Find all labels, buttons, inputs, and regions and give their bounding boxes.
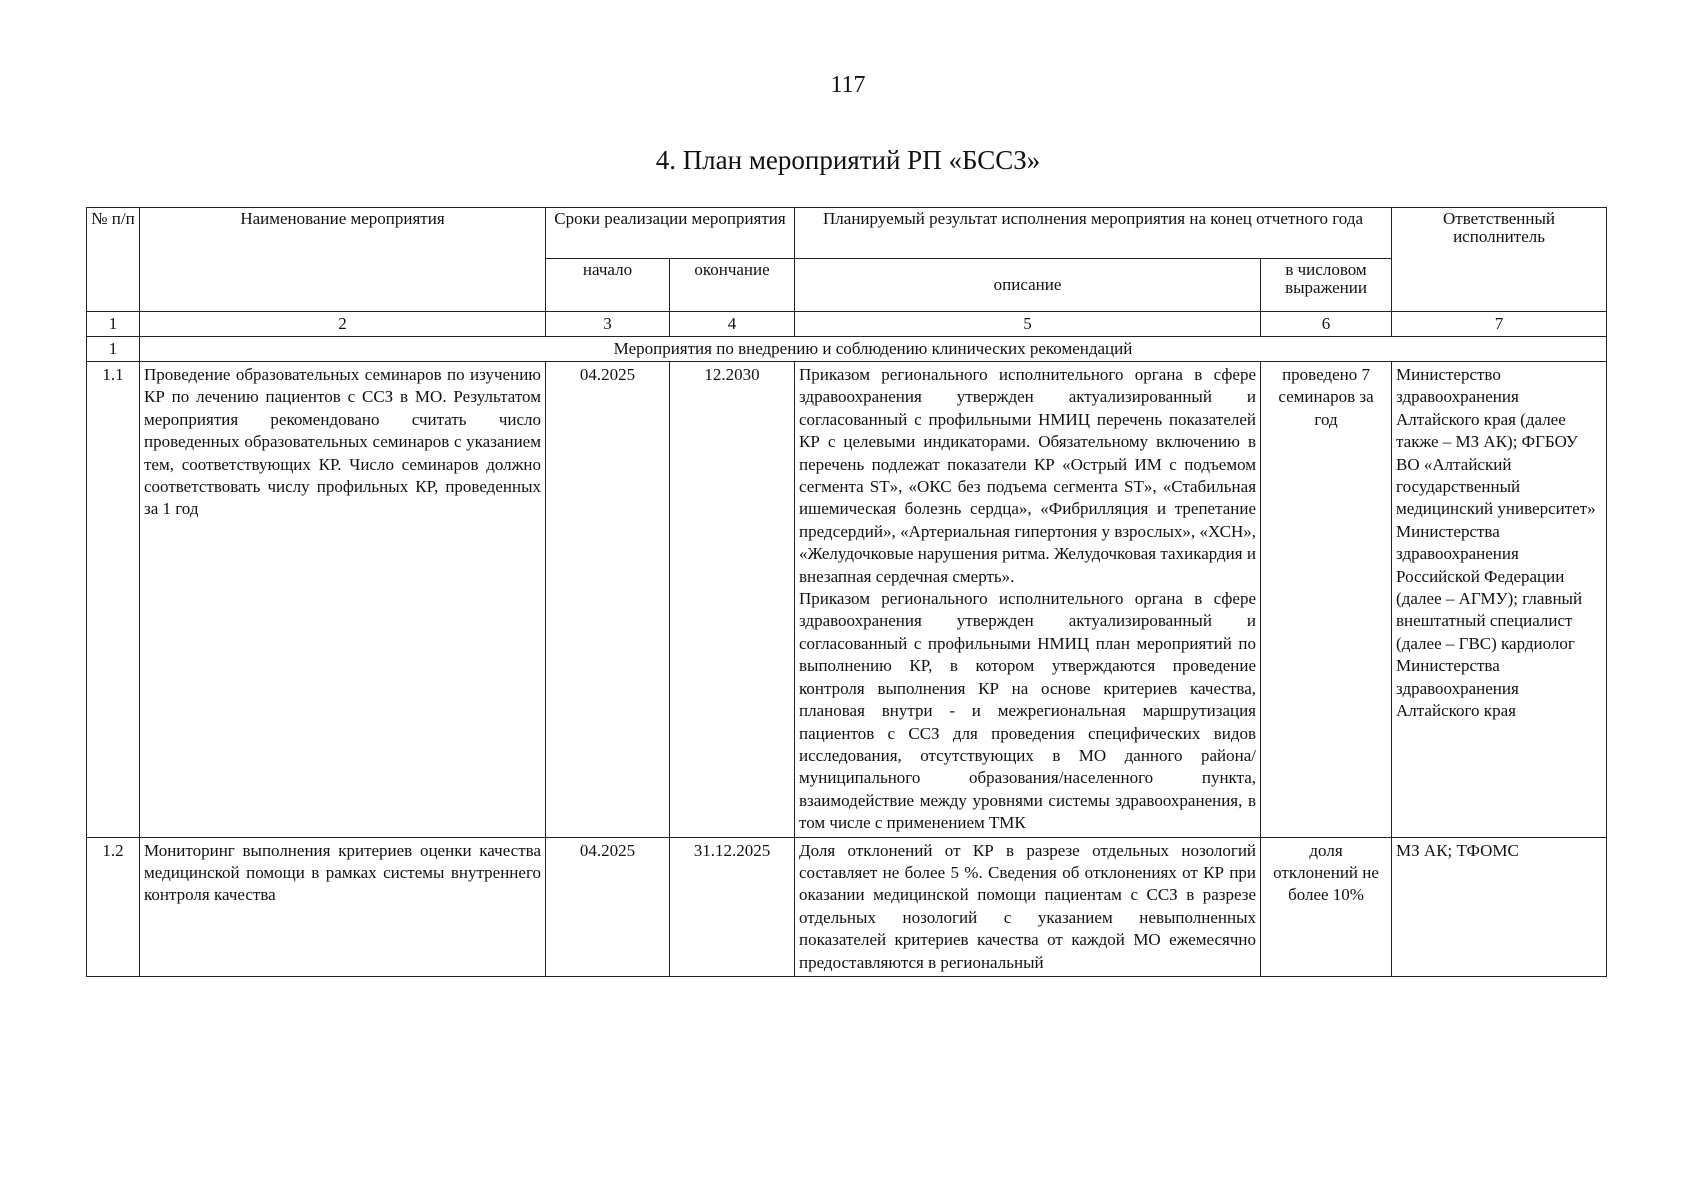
row-description <box>795 362 1261 838</box>
row-description <box>795 837 1261 976</box>
header-row-1 <box>87 208 1607 259</box>
header-description: описание <box>795 259 1261 312</box>
plan-table <box>86 207 1607 977</box>
column-number: 7 <box>1392 312 1607 337</box>
description-paragraph: Доля отклонений от КР в разрезе отдельных нозологий составляет не более 5 %. Сведения об отклонениях от КР при оказании медицинской помощи пациентам с ССЗ в разрезе отдельных нозологий с указанием невыполненных показателей критериев качества от каждой МО ежемесячно предоставляются в региональный <box>799 840 1257 972</box>
header-terms: Сроки реализации мероприятия <box>546 208 795 259</box>
section-row <box>87 337 1607 362</box>
description-paragraph: Приказом регионального исполнительного органа в сфере здравоохранения утвержден актуализированный и согласованный с профильными НМИЦ перечень показателей КР с целевыми индикаторами. Обязательному включению в перечень подлежат показатели КР «Острый ИМ с подъемом сегмента ST», «ОКС без подъема сегмента ST», «Стабильная ишемическая болезнь сердца», «Фибрилляция и трепетание предсердий», «Артериальная гипертония у взрослых», «ХСН», «Желудочковые нарушения ритма. Желудочковая тахикардия и внезапная сердечная смерть». <box>799 365 1257 586</box>
row-end: 12.2030 <box>670 362 795 838</box>
document-title: 4. План мероприятий РП «БССЗ» <box>655 145 1041 175</box>
section-num: 1 <box>87 337 140 362</box>
column-number: 5 <box>795 312 1261 337</box>
row-name: Мониторинг выполнения критериев оценки качества медицинской помощи в рамках системы внутреннего контроля качества <box>140 837 546 976</box>
row-end: 31.12.2025 <box>670 837 795 976</box>
column-number: 4 <box>670 312 795 337</box>
description-paragraph: Приказом регионального исполнительного органа в сфере здравоохранения утвержден актуализированный и согласованный с профильными НМИЦ план мероприятий по выполнению КР, в котором утверждаются проведение контроля выполнения КР на основе критериев качества, плановая внутри - и межрегиональная маршрутизация пациентов с ССЗ для проведения специфических видов исследования, отсутствующих в МО данного района/муниципального образования/населенного пункта, взаимодействие между уровнями системы здравоохранения, в том числе с применением ТМК <box>799 589 1257 833</box>
row-start: 04.2025 <box>546 837 670 976</box>
header-end: окончание <box>670 259 795 312</box>
row-numeric: проведено 7 семинаров за год <box>1261 362 1392 838</box>
row-name: Проведение образовательных семинаров по изучению КР по лечению пациентов с ССЗ в МО. Результатом мероприятия рекомендовано считать число проведенных образовательных семинаров с указанием тем, соответствующих КР. Число семинаров должно соответствовать числу профильных КР, проведенных за 1 год <box>140 362 546 838</box>
header-responsible: Ответственный исполнитель <box>1392 208 1607 312</box>
row-responsible: Министерство здравоохранения Алтайского края (далее также – МЗ АК); ФГБОУ ВО «Алтайский государственный медицинский университет» Министерства здравоохранения Российской Федерации (далее – АГМУ); главный внештатный специалист (далее – ГВС) кардиолог Министерства здравоохранения Алтайского края <box>1392 362 1607 838</box>
table-row <box>87 837 1607 976</box>
column-number: 2 <box>140 312 546 337</box>
row-num: 1.1 <box>87 362 140 838</box>
row-responsible: МЗ АК; ТФОМС <box>1392 837 1607 976</box>
row-numeric: доля отклонений не более 10% <box>1261 837 1392 976</box>
column-number: 6 <box>1261 312 1392 337</box>
header-name: Наименование мероприятия <box>140 208 546 312</box>
page-number: 117 <box>830 72 866 98</box>
column-number: 1 <box>87 312 140 337</box>
row-start: 04.2025 <box>546 362 670 838</box>
header-result: Планируемый результат исполнения мероприятия на конец отчетного года <box>795 208 1392 259</box>
header-start: начало <box>546 259 670 312</box>
column-number: 3 <box>546 312 670 337</box>
header-num: № п/п <box>87 208 140 312</box>
section-title: Мероприятия по внедрению и соблюдению клинических рекомендаций <box>140 337 1607 362</box>
row-num: 1.2 <box>87 837 140 976</box>
header-numeric: в числовом выражении <box>1261 259 1392 312</box>
table-row <box>87 362 1607 838</box>
column-number-row <box>87 312 1607 337</box>
